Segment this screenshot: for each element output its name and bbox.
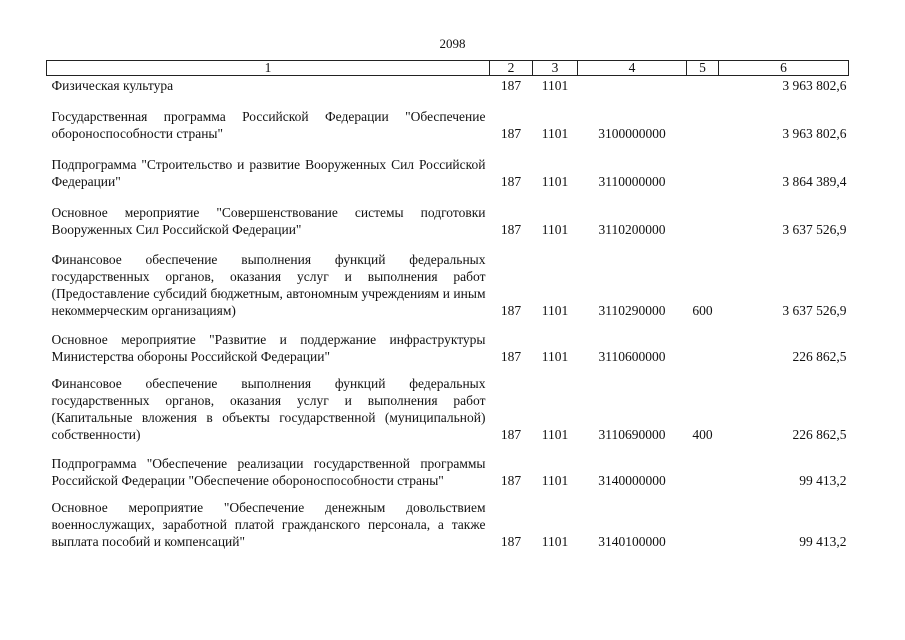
header-row <box>47 61 849 76</box>
table-row <box>47 76 849 95</box>
row-col5 <box>687 94 719 142</box>
row-name: Финансовое обеспечение выполнения функций федеральных государственных органов, оказания услуг и выполнения работ (Капитальные вложения в объекты государственной (муниципальной) собственности) <box>51 376 486 442</box>
row-col2: 187 <box>500 174 522 189</box>
table-body <box>47 76 849 551</box>
row-amount: 3 963 802,6 <box>782 126 847 141</box>
row-amount: 3 637 526,9 <box>782 222 847 237</box>
row-col4 <box>578 76 687 95</box>
row-col3: 1101 <box>541 303 569 318</box>
header-col-5: 5 <box>687 61 719 76</box>
row-col3: 1101 <box>541 349 569 364</box>
row-col2: 187 <box>500 222 522 237</box>
row-amount: 3 864 389,4 <box>782 174 847 189</box>
row-col2: 187 <box>500 349 522 364</box>
table-row <box>47 238 849 319</box>
row-name: Основное мероприятие "Обеспечение денежным довольствием военнослужащих, заработной платой гражданского персонала, а также выплата пособий и компенсаций" <box>51 500 486 549</box>
table-row <box>47 365 849 443</box>
budget-table <box>46 60 849 550</box>
row-col3: 1101 <box>541 78 569 93</box>
table-row <box>47 94 849 142</box>
row-col3: 1101 <box>541 222 569 237</box>
row-amount: 226 862,5 <box>792 349 847 364</box>
row-col4: 3110290000 <box>598 303 666 318</box>
row-col4: 3110600000 <box>598 349 666 364</box>
row-col4: 3110200000 <box>598 222 666 237</box>
table-row <box>47 142 849 190</box>
row-amount: 3 637 526,9 <box>782 303 847 318</box>
row-col4: 3140000000 <box>598 473 666 488</box>
page-number: 2098 <box>439 36 466 51</box>
table-row <box>47 319 849 365</box>
row-name: Подпрограмма "Обеспечение реализации государственной программы Российской Федерации "Обеспечение обороноспособности страны" <box>51 456 486 488</box>
row-name: Подпрограмма "Строительство и развитие Вооруженных Сил Российской Федерации" <box>51 157 486 189</box>
row-col3: 1101 <box>541 534 569 549</box>
row-col2: 187 <box>500 534 522 549</box>
row-col2: 187 <box>500 126 522 141</box>
row-name: Государственная программа Российской Федерации "Обеспечение обороноспособности страны" <box>51 109 486 141</box>
header-col-4: 4 <box>578 61 687 76</box>
header-col-3: 3 <box>533 61 578 76</box>
row-col4: 3110690000 <box>598 427 666 442</box>
header-col-1: 1 <box>47 61 490 76</box>
row-name: Финансовое обеспечение выполнения функций федеральных государственных органов, оказания услуг и выполнения работ (Предоставление субсидий бюджетным, автономным учреждениям и иным некоммерческим организациям) <box>51 252 486 318</box>
row-col4: 3110000000 <box>598 174 666 189</box>
row-col3: 1101 <box>541 126 569 141</box>
row-col5: 600 <box>692 303 713 318</box>
row-name: Физическая культура <box>51 78 174 93</box>
row-amount: 99 413,2 <box>799 534 847 549</box>
row-col2: 187 <box>500 303 522 318</box>
row-col5 <box>687 443 719 489</box>
row-col5 <box>687 489 719 550</box>
table-row <box>47 489 849 550</box>
row-col2: 187 <box>500 427 522 442</box>
row-col3: 1101 <box>541 427 569 442</box>
row-col5 <box>687 319 719 365</box>
row-col5: 400 <box>692 427 713 442</box>
table-row <box>47 443 849 489</box>
row-col2: 187 <box>500 473 522 488</box>
header-col-2: 2 <box>490 61 533 76</box>
row-col5 <box>687 76 719 95</box>
row-amount: 3 963 802,6 <box>782 78 847 93</box>
row-amount: 99 413,2 <box>799 473 847 488</box>
row-col4: 3140100000 <box>598 534 666 549</box>
row-name: Основное мероприятие "Совершенствование системы подготовки Вооруженных Сил Российской Федерации" <box>51 205 486 237</box>
table-row <box>47 190 849 238</box>
row-amount: 226 862,5 <box>792 427 847 442</box>
row-col2: 187 <box>500 78 522 93</box>
row-col5 <box>687 142 719 190</box>
row-name: Основное мероприятие "Развитие и поддержание инфраструктуры Министерства обороны Российской Федерации" <box>51 332 486 364</box>
header-col-6: 6 <box>719 61 849 76</box>
row-col3: 1101 <box>541 174 569 189</box>
table-header <box>47 61 849 76</box>
row-col3: 1101 <box>541 473 569 488</box>
row-col5 <box>687 190 719 238</box>
row-col4: 3100000000 <box>598 126 666 141</box>
